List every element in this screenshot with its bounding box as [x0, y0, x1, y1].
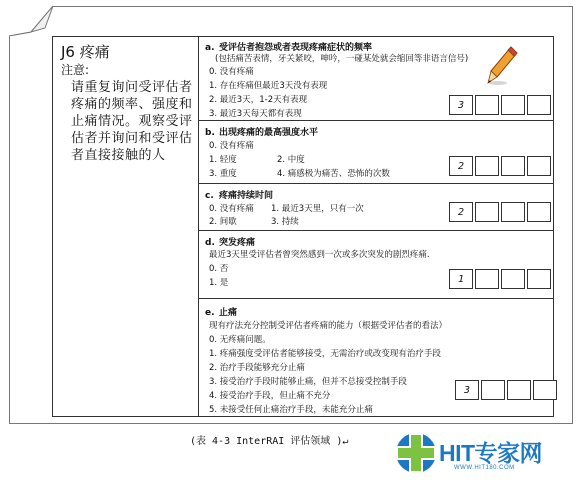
item-code: J6 疼痛	[61, 43, 110, 61]
note-label: 注意:	[61, 63, 90, 77]
option-1: 1. 最近3天里，只有一次	[271, 204, 364, 214]
score-box-empty[interactable]	[475, 156, 499, 176]
assessment-table	[52, 36, 554, 417]
section-intensity	[199, 121, 553, 184]
score-box[interactable]: 3	[449, 95, 473, 115]
section-title: e. 止痛	[205, 308, 238, 318]
score-box-empty[interactable]	[501, 95, 525, 115]
score-boxes	[455, 380, 559, 400]
score-box[interactable]: 1	[449, 269, 473, 289]
option-2: 2. 中度	[277, 155, 305, 165]
item-header-cell	[53, 37, 199, 416]
score-box-empty[interactable]	[527, 156, 551, 176]
pencil-icon	[485, 45, 519, 91]
option-1: 1. 轻度	[209, 155, 237, 165]
score-box[interactable]: 3	[455, 380, 479, 400]
logo-url: WWW.HIT180.COM	[454, 465, 515, 471]
option-3: 3. 最近3天每天都有表现	[209, 109, 302, 119]
option-2: 2. 最近3天，1-2天有表现	[209, 95, 308, 105]
section-title: d. 突发疼痛	[205, 238, 256, 248]
section-subtitle: 现有疗法充分控制受评估者疼痛的能力（根据受评估者的看法）	[209, 321, 448, 331]
score-box-empty[interactable]	[501, 202, 525, 222]
score-box-empty[interactable]	[527, 202, 551, 222]
option-1: 1. 疼痛强度受评估者能够接受，无需治疗或改变现有治疗手段	[209, 349, 441, 359]
score-box-empty[interactable]	[475, 269, 499, 289]
section-breakthrough	[199, 231, 553, 299]
score-box-empty[interactable]	[475, 202, 499, 222]
option-0: 0. 没有疼痛	[209, 67, 254, 77]
site-logo	[392, 427, 572, 481]
score-boxes	[449, 95, 553, 115]
option-4: 4. 痛感极为痛苦、恐怖的次数	[277, 169, 390, 179]
score-box-empty[interactable]	[507, 380, 531, 400]
score-box-empty[interactable]	[501, 269, 525, 289]
score-box-empty[interactable]	[533, 380, 557, 400]
score-box[interactable]: 2	[449, 202, 473, 222]
section-subtitle: 最近3天里受评估者曾突然感到一次或多次突发的剧烈疼痛.	[209, 250, 430, 260]
section-duration	[199, 184, 553, 231]
option-0: 0. 没有疼痛	[209, 204, 254, 214]
option-2: 2. 间歇	[209, 217, 237, 227]
score-boxes	[449, 202, 553, 222]
instruction-text: 请重复询问受评估者疼痛的频率、强度和止痛情况。观察受评估者并询问和受评估者直接接触的人	[71, 80, 193, 163]
section-subtitle: (包括痛苦表情，牙关紧咬，呻吟，一碰某处就会缩回等非语言信号)	[215, 54, 469, 64]
section-title: b. 出现疼痛的最高强度水平	[205, 128, 319, 138]
option-0: 0. 否	[209, 264, 229, 274]
score-box-empty[interactable]	[501, 156, 525, 176]
option-2: 2. 治疗手段能够充分止痛	[209, 363, 305, 373]
section-title: c. 疼痛持续时间	[205, 191, 274, 201]
score-boxes	[449, 156, 553, 176]
form-page	[9, 6, 573, 424]
option-4: 4. 接受治疗手段，但止痛不充分	[209, 391, 331, 401]
score-box-empty[interactable]	[527, 95, 551, 115]
option-0: 0. 没有疼痛	[209, 141, 254, 151]
figure-caption: (表 4-3 InterRAI 评估领域 )↵	[190, 436, 349, 447]
section-title: a. 受评估者抱怨或者表现疼痛症状的频率	[205, 43, 373, 53]
option-1: 1. 存在疼痛但最近3天没有表现	[209, 81, 328, 91]
score-box-empty[interactable]	[481, 380, 505, 400]
score-box-empty[interactable]	[475, 95, 499, 115]
score-box[interactable]: 2	[449, 156, 473, 176]
option-0: 0. 无疼痛问题。	[209, 335, 271, 345]
option-3: 3. 接受治疗手段时能够止痛，但并不总接受控制手段	[209, 377, 407, 387]
option-3: 3. 持续	[271, 217, 299, 227]
option-3: 3. 重度	[209, 169, 237, 179]
score-boxes	[449, 269, 553, 289]
option-1: 1. 是	[209, 278, 229, 288]
logo-icon	[392, 427, 442, 481]
logo-text: HIT专家网	[439, 440, 543, 466]
section-pain-control	[199, 299, 553, 416]
option-5: 5. 未接受任何止痛治疗手段，未能充分止痛	[209, 405, 373, 415]
score-box-empty[interactable]	[527, 269, 551, 289]
